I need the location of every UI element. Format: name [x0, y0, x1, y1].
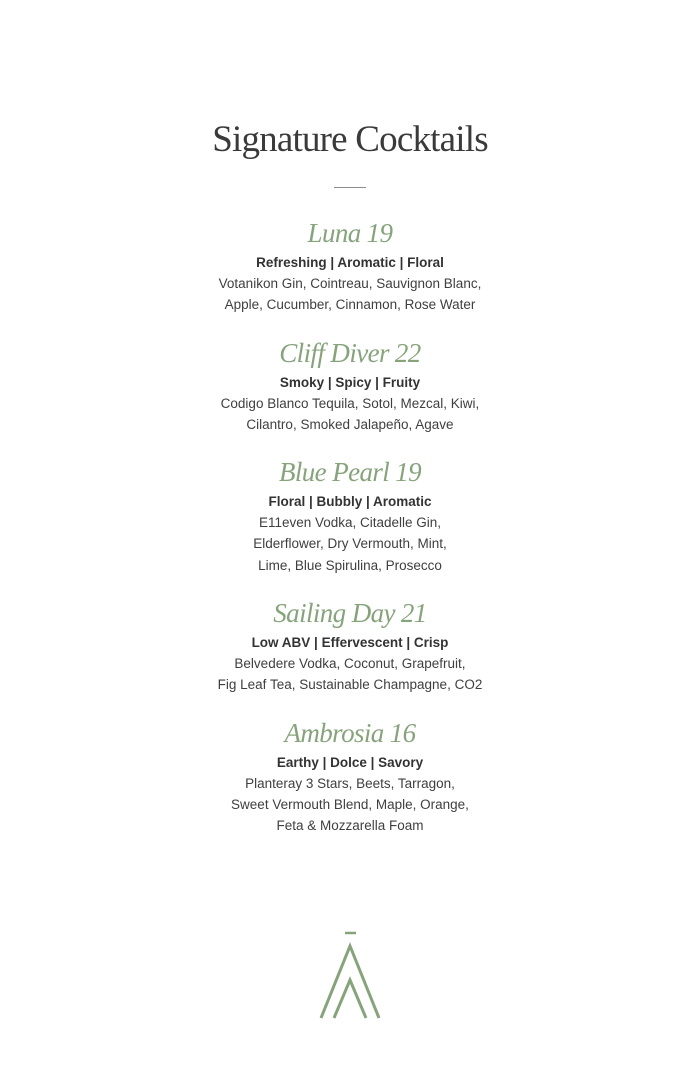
item-description	[0, 512, 700, 576]
item-description	[0, 773, 700, 837]
item-price: 22	[394, 337, 421, 368]
item-price: 19	[366, 218, 393, 248]
cocktail-menu	[0, 214, 700, 855]
title-divider	[334, 187, 366, 188]
description-line: Planteray 3 Stars, Beets, Tarragon,	[245, 775, 455, 791]
menu-item	[0, 214, 700, 316]
menu-item	[0, 334, 700, 436]
description-line: Elderflower, Dry Vermouth, Mint,	[253, 536, 447, 552]
item-name: Cliff Diver	[279, 337, 389, 368]
description-line: Apple, Cucumber, Cinnamon, Rose Water	[224, 297, 476, 313]
item-price: 19	[395, 457, 422, 488]
item-heading	[0, 334, 700, 372]
item-tags: Earthy | Dolce | Savory	[276, 754, 424, 770]
a-monogram-logo-icon	[318, 930, 382, 1022]
item-name: Sailing Day	[273, 598, 395, 629]
description-line: Belvedere Vodka, Coconut, Grapefruit,	[234, 656, 466, 672]
item-heading	[0, 594, 700, 632]
item-name: Blue Pearl	[278, 457, 390, 488]
item-heading	[0, 453, 700, 491]
menu-item	[0, 594, 700, 696]
item-name: Ambrosia	[284, 717, 384, 748]
description-line: Lime, Blue Spirulina, Prosecco	[258, 557, 442, 573]
description-line: Sweet Vermouth Blend, Maple, Orange,	[231, 796, 469, 812]
item-heading	[0, 214, 700, 252]
item-name: Luna	[307, 218, 361, 248]
item-tags: Floral | Bubbly | Aromatic	[268, 494, 432, 510]
item-tags: Refreshing | Aromatic | Floral	[256, 255, 444, 270]
description-line: Votanikon Gin, Cointreau, Sauvignon Blanc,	[218, 276, 482, 291]
item-description	[0, 393, 700, 436]
description-line: Fig Leaf Tea, Sustainable Champagne, CO2	[217, 677, 483, 693]
page-title: Signature Cocktails	[212, 119, 488, 160]
item-description	[0, 653, 700, 696]
description-line: Cilantro, Smoked Jalapeño, Agave	[246, 416, 454, 432]
item-price: 21	[400, 598, 427, 629]
description-line: Feta & Mozzarella Foam	[276, 818, 424, 834]
item-tags: Low ABV | Effervescent | Crisp	[251, 635, 449, 651]
menu-item	[0, 453, 700, 576]
item-description	[0, 273, 700, 316]
item-tags: Smoky | Spicy | Fruity	[279, 374, 421, 390]
item-price: 16	[389, 717, 416, 748]
description-line: E11even Vodka, Citadelle Gin,	[258, 515, 442, 531]
description-line: Codigo Blanco Tequila, Sotol, Mezcal, Kiwi,	[220, 395, 480, 411]
menu-item	[0, 714, 700, 837]
item-heading	[0, 714, 700, 752]
